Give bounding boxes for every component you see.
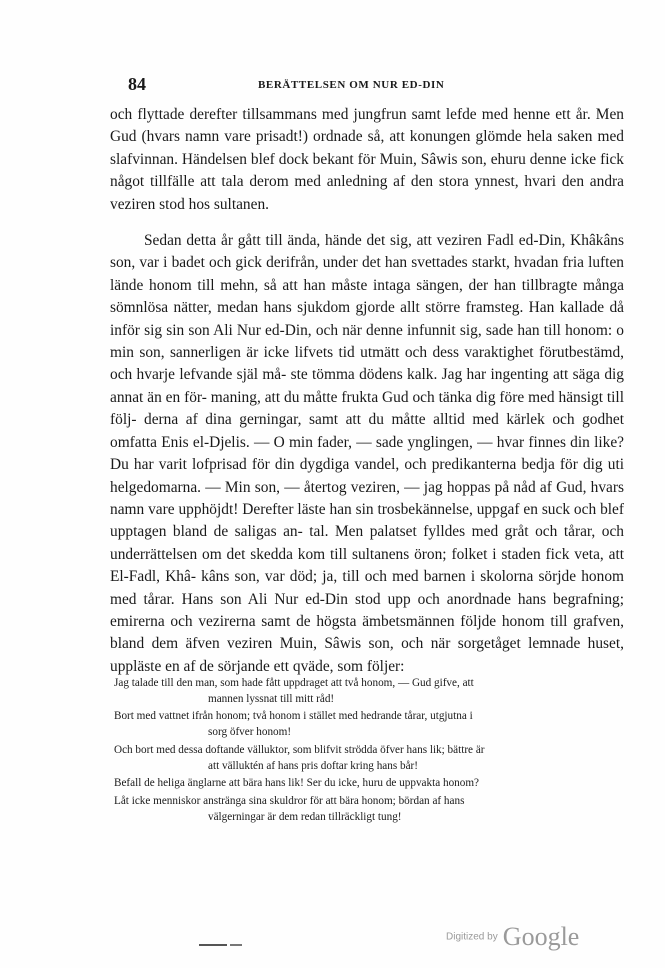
- google-logo: Google: [502, 922, 580, 951]
- watermark-prefix: Digitized by: [446, 931, 498, 943]
- poem-verse: [114, 794, 624, 825]
- paragraph-2: Sedan detta år gått till ända, hände det sig, att veziren Fadl ed-Din, Khâkâns son, var i badet och gick derifrån, under det han svettades starkt, hvadan fria luften lände honom till mehn, så att han måste intaga sängen, der han tillbragte många sömnlösa nätter, medan hans sjukdom gjorde allt större framsteg. Han kallade då inför sig sin son Ali Nur ed-Din, och när denne infunnit sig, sade han till honom: o min son, sannerligen är icke lifvets tid utmätt och dess varaktighet förutbestämd, och hvarje lefvande själ må- ste tömma dödens kalk. Jag har ingenting att säga dig annat än en för- maning, att du måtte frukta Gud och tänka dig före med hänsigt till följ- derna af dina gerningar, samt att du måtte alltid med kärlek och godhet omfatta Enis el-Djelis. — O min fader, — sade ynglingen, — hvar finnes din like? Du har varit lofprisad för din dygdiga vandel, och predikanterna bedja för dig uti helgedomarna. — Min son, — återtog veziren, — jag hoppas på nåd af Gud, hvars namn vare upphöjdt! Derefter läste han sin trosbekännelse, uppgaf en suck och blef upptagen bland de saligas an- tal. Men palatset fylldes med gråt och tårar, och underrättelsen om det skedda kom till sultanens öron; folket i staden fick veta, att El-Fadl, Khâ- kâns son, var död; ja, till och med barnen i skolorna sörjde honom med tårar. Hans son Ali Nur ed-Din stod upp och anordnade hans begrafning; emirerna och vezirerna samt de högsta ämbetsmännen följde honom till grafven, bland dem äfven veziren Muin, Sâwis son, och när sorgetåget lemnade huset, uppläste en af de sörjande ett qväde, som följer:: [110, 232, 624, 675]
- printer-mark: [199, 944, 227, 946]
- poem-verse: [114, 676, 624, 707]
- verse-continuation: mannen lyssnat till mitt råd!: [208, 692, 335, 705]
- body-text: [110, 104, 624, 678]
- page-number: 84: [128, 74, 146, 94]
- verse-line: Låt icke menniskor anstränga sina skuldror för att bära honom; bördan af hans: [114, 794, 465, 807]
- verse-continuation: sorg öfver honom!: [208, 726, 292, 739]
- verse-line: Befall de heliga änglarne att bära hans lik! Ser du icke, huru de uppvakta honom?: [114, 777, 480, 790]
- poem-verse: [114, 776, 624, 792]
- verse-continuation: att välluktén af hans pris doftar kring hans bår!: [208, 759, 419, 772]
- running-head: BERÄTTELSEN OM NUR ED-DIN: [258, 79, 445, 91]
- verse-line: Bort med vattnet ifrån honom; två honom i stället med hedrande tårar, utgjutna i: [114, 710, 473, 723]
- verse-continuation: välgerningar är dem redan tillräckligt tung!: [208, 810, 402, 823]
- paragraph-1: och flyttade derefter tillsammans med jungfrun samt lefde med henne ett år. Men Gud (hvars namn vare prisadt!) ordnade så, att konungen glömde hela saken med slafvinnan. Händelsen blef dock bekant för Muin, Sâwis son, ehuru denne icke fick något tillfälle att tala derom med anledning af den stora ynnest, hvari den andra veziren stod hos sultanen.: [110, 106, 624, 213]
- digitization-watermark: [446, 922, 579, 952]
- page-header: [0, 74, 665, 98]
- poem-block: [114, 676, 624, 827]
- verse-line: Jag talade till den man, som hade fått uppdraget att två honom, — Gud gifve, att: [114, 677, 474, 689]
- printer-mark: [230, 944, 242, 946]
- poem-verse: [114, 743, 624, 774]
- poem-verse: [114, 709, 624, 740]
- verse-line: Och bort med dessa doftande välluktor, som blifvit strödda öfver hans lik; bättre är: [114, 743, 485, 756]
